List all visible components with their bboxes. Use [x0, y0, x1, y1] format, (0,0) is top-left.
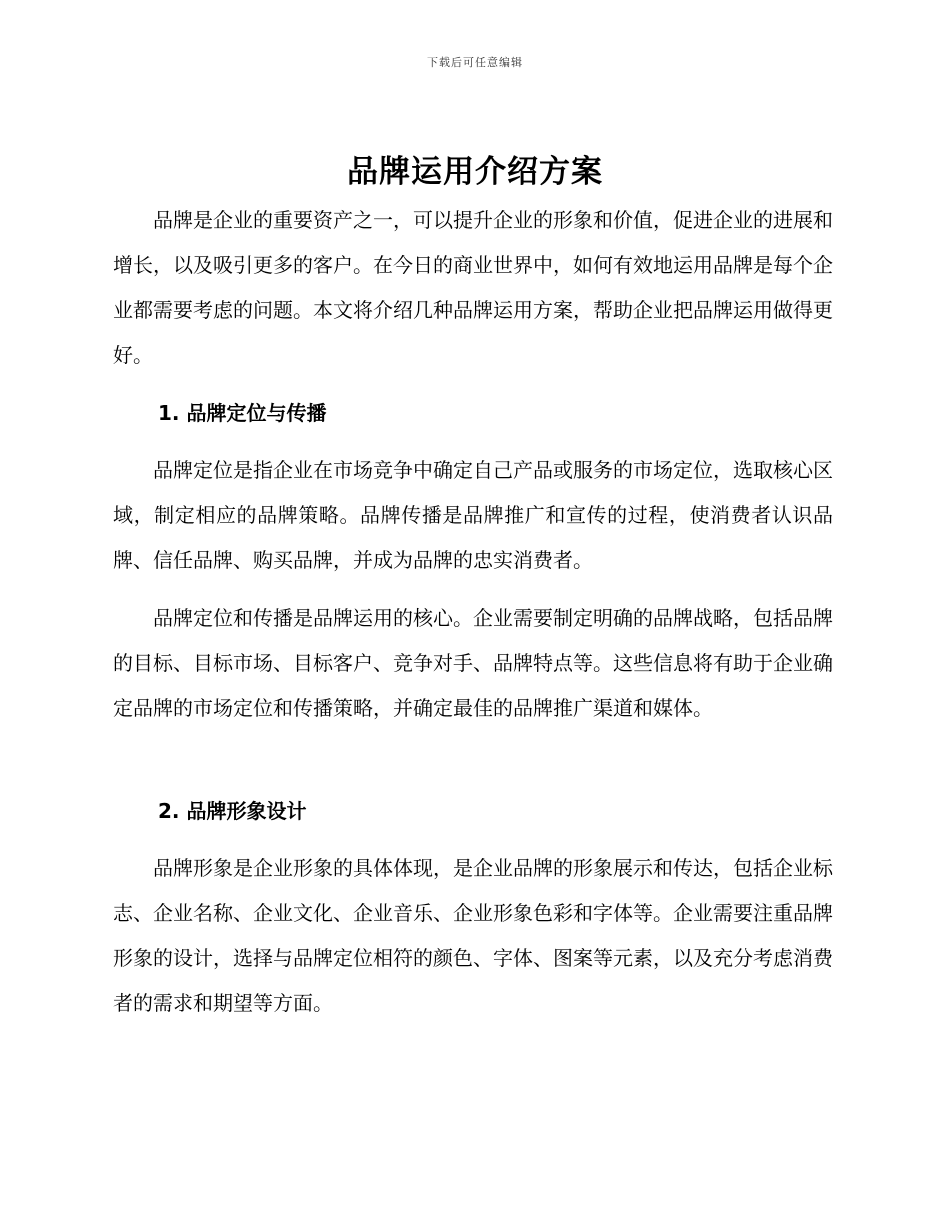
intro-paragraph: 品牌是企业的重要资产之一，可以提升企业的形象和价值，促进企业的进展和增长，以及吸引更多的客户。在今日的商业世界中，如何有效地运用品牌是每个企业都需要考虑的问题。本文将介绍几种品牌运用方案，帮助企业把品牌运用做得更好。 [113, 208, 833, 367]
section-2-heading: 2. 品牌形象设计 [158, 799, 307, 823]
document-title: 品牌运用介绍方案 [347, 154, 603, 190]
header-note: 下载后可任意编辑 [427, 56, 523, 69]
section-1-paragraph-1: 品牌定位是指企业在市场竞争中确定自己产品或服务的市场定位，选取核心区域，制定相应的品牌策略。品牌传播是品牌推广和宣传的过程，使消费者认识品牌、信任品牌、购买品牌，并成为品牌的忠实消费者。 [113, 458, 833, 572]
section-1-paragraph-2: 品牌定位和传播是品牌运用的核心。企业需要制定明确的品牌战略，包括品牌的目标、目标市场、目标客户、竞争对手、品牌特点等。这些信息将有助于企业确定品牌的市场定位和传播策略，并确定最佳的品牌推广渠道和媒体。 [113, 606, 833, 720]
section-1-heading: 1. 品牌定位与传播 [158, 401, 327, 425]
section-2-paragraph-1: 品牌形象是企业形象的具体体现，是企业品牌的形象展示和传达，包括企业标志、企业名称、企业文化、企业音乐、企业形象色彩和字体等。企业需要注重品牌形象的设计，选择与品牌定位相符的颜色、字体、图案等元素，以及充分考虑消费者的需求和期望等方面。 [113, 856, 833, 1015]
